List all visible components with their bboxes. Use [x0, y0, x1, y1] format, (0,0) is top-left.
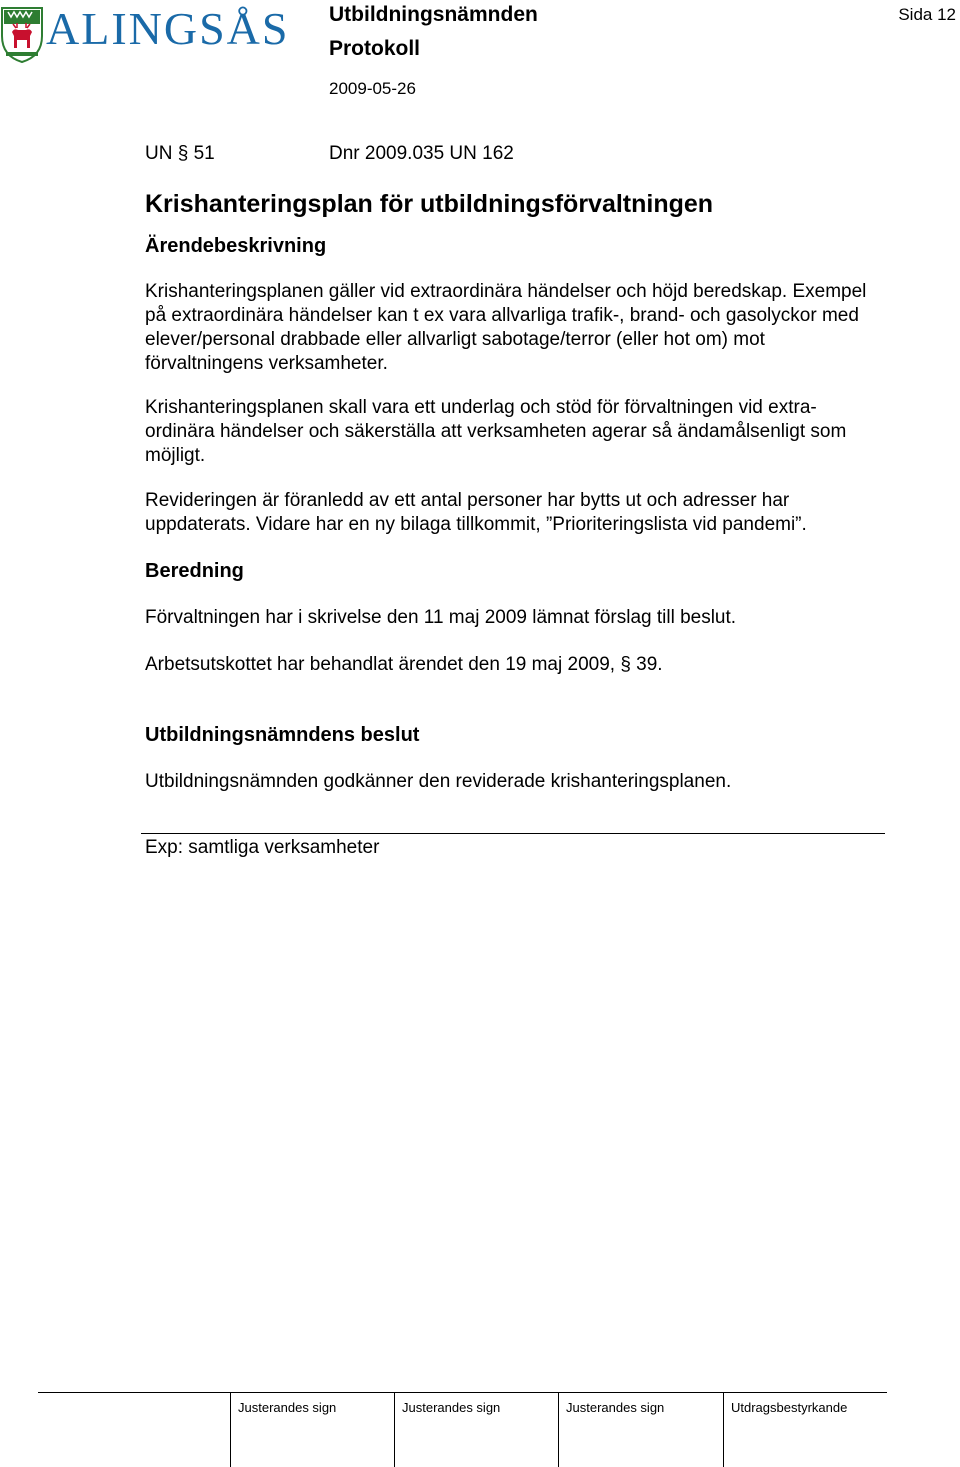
dispatch-divider: [141, 833, 885, 834]
paragraph-preparation-2: Arbetsutskottet har behandlat ärendet den 19 maj 2009, § 39.: [145, 654, 663, 675]
page-number: Sida 12: [898, 5, 956, 24]
document-title: Krishanteringsplan för utbildningsförvaltningen: [145, 190, 714, 218]
document-type: Protokoll: [329, 37, 421, 60]
section-heading-arendebeskrivning: Ärendebeskrivning: [145, 235, 327, 257]
paragraph-description-3: Revideringen är föranledd av ett antal personer har bytts ut och adresser har uppdaterats. Vidare har en ny bilaga tillkommit, ”Prioriteringslista vid pandemi”.: [145, 490, 807, 535]
document-body: [145, 188, 875, 794]
paragraph-number: UN § 51: [145, 143, 215, 164]
signature-label-2: Justerandes sign: [402, 1400, 501, 1415]
signature-label-1: Justerandes sign: [238, 1400, 337, 1415]
paragraph-description-2: Krishanteringsplanen skall vara ett underlag och stöd för förvaltningen vid extra-ordinära händelser och säkerställa att verksamheten agerar så ändamålsenligt som möjligt.: [145, 397, 847, 466]
paragraph-decision: Utbildningsnämnden godkänner den reviderade krishanteringsplanen.: [145, 771, 732, 792]
certification-label: Utdragsbestyrkande: [731, 1400, 848, 1415]
coat-of-arms-icon: [0, 6, 44, 64]
paragraph-description-1: Krishanteringsplanen gäller vid extraordinära händelser och höjd beredskap. Exempel på extraordinära händelser kan t ex vara allvarliga trafik-, brand- och gasolyckor med elever/personal drabbade eller allvarligt sabotage/terror (eller hot om) mot förvaltningens verksamheter.: [145, 281, 867, 374]
paragraph-preparation-1: Förvaltningen har i skrivelse den 11 maj 2009 lämnat förslag till beslut.: [145, 607, 737, 628]
logo-wordmark: ALINGSÅS: [46, 3, 290, 54]
municipality-logo: [0, 3, 290, 64]
section-heading-decision: Utbildningsnämndens beslut: [145, 724, 420, 746]
department-name: Utbildningsnämnden: [329, 3, 538, 26]
dispatch-note: Exp: samtliga verksamheter: [145, 837, 380, 858]
meeting-date: 2009-05-26: [329, 79, 416, 98]
signature-label-3: Justerandes sign: [566, 1400, 665, 1415]
diary-number: Dnr 2009.035 UN 162: [329, 143, 514, 164]
section-heading-beredning: Beredning: [145, 560, 244, 582]
